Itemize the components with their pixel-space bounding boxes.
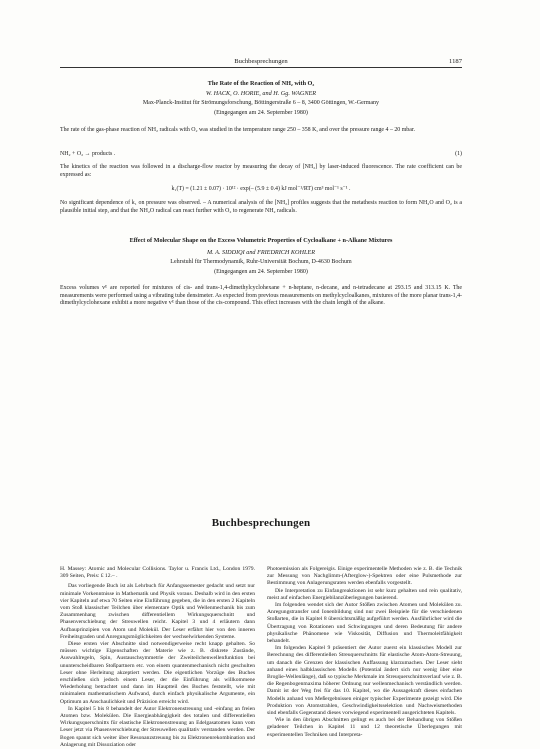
review-paragraph: Im folgenden Kapitel 9 präsentiert der Autor zuerst ein klassisches Modell zur Berechnung des differentiellen Streuquerschnitts für elastische Atom-Atom-Streuung, um danach die Grenzen der klassischen Auffassung klarzumachen. Der Leser sieht anhand eines halbklassischen Modells (Potential ändert sich nur wenig über eine Broglie-Wellenlänge), daß so typische Merkmale im Streuquerschnittsverlauf wie z. B. die Regenbogenmaxima höherer Ordnung nur wellenmechanisch verständlich werden. Damit ist der Weg frei für das 10. Kapitel, wo die Aussagekraft dieses einfachen Modells anhand von Meßergebnissen einiger typischer Experimente gezeigt wird. Die Produktion von Atomstrahlen, Geschwindigkeitsselektion und Nachweismethoden sind ebenfalls Gegenstand dieses vorwiegend experimentell ausgerichteten Kapitels. xyxy=(267,645,462,717)
article1-equation2: k₁(T) = (1.21 ± 0.07) · 10¹² · exp(– (5.9 ± 0.4) kJ mol⁻¹/RT) cm³ mol⁻¹ s⁻¹ . xyxy=(171,186,351,192)
article1-abstract-p2: The kinetics of the reaction was followed in a discharge-flow reactor by measuring the decay of [NH₂] by laser-induced fluorescence. The rate coefficient can be expressed as: xyxy=(60,164,462,178)
review-citation: H. Massey: Atomic and Molecular Collisions. Taylor u. Francis Ltd., London 1979. 309 Seiten, Preis: £ 12.– . xyxy=(60,566,255,580)
review-paragraph: Im folgenden wendet sich der Autor Stößen zwischen Atomen und Molekülen zu. Anregungstransfer und Ionenbildung sind nur zwei Beispiele für die verschiedenen Stoßarten, die in Kapitel 8 übersichtsmäßig aufgeführt werden. Ausführlicher wird die Übertragung von Rotationen und Schwingungen und deren Bedeutung für andere physikalische Phänomene wie Viskosität, Diffusion und Thermoleitfähigkeit behandelt. xyxy=(267,602,462,645)
running-header-title: Buchbesprechungen xyxy=(234,58,288,65)
review-paragraph: Die Interpretation zu Einfangreaktionen ist sehr kurz gehalten und rein qualitativ, meist auf einfachen Energiebilanzüberlegungen basierend. xyxy=(267,587,462,601)
article1-equation1 xyxy=(60,151,462,157)
article2-title: Effect of Molecular Shape on the Excess Volumetric Properties of Cycloalkane + n-Alkane Mixtures xyxy=(129,237,393,244)
article1-abstract-p1: The rate of the gas-phase reaction of NH₂ radicals with O₂ was studied in the temperature range 250 – 358 K, and over the pressure range 4 – 20 mbar. xyxy=(60,127,415,133)
equation1-number: (1) xyxy=(455,151,462,157)
review-paragraph: Photoemission als Folgereigis. Einige experimentelle Methoden wie z. B. die Technik zur Messung von Nachglimm-(Afterglow-)-Spektren oder eine Pulsmethode zur Bestimmung von Anlagerungsraten werden ebenfalls vorgestellt. xyxy=(267,566,462,587)
article1-abstract-p3: No significant dependence of k₁ on pressure was observed. – A numerical analysis of the [NH₂] profiles suggests that the metathesis reaction to form NH₂O and O₂ is a plausible initial step, and that the NH₂O radical can react further with O₂ to regenerate NH₂ radicals. xyxy=(60,200,462,214)
review-paragraph: Das vorliegende Buch ist als Lehrbuch für Anfangssemester gedacht und setzt nur minimale Vorkenntnisse in Mathematik und Physik voraus. Deshalb wird in den ersten vier Kapiteln auf etwa 70 Seiten eine Einführung gegeben, die in den ersten 2 Kapiteln vom Stoß klassischer Teilchen über elementare Optik und Wellenmechanik bis zum Zusammenhang zwischen differentiellem Wirkungsquerschnitt und Phasenverschiebung der Streuwellen reicht. Kapitel 3 und 4 erläutern dann Aufbauprinzipien von Atom und Molekül. Der Leser erfährt hier von den inneren Freiheitsgraden und Anregungsmöglichkeiten der wechselwirkenden Systeme. xyxy=(60,583,255,640)
article1-title: The Rate of the Reaction of NH₂ with O₂ xyxy=(207,80,315,87)
review-column-right xyxy=(267,566,462,739)
article1-affiliation: Max-Planck-Institut für Strömungsforschung, Böttingerstraße 6 – 8, 3400 Göttingen, W.-Germany xyxy=(142,100,380,106)
page-number: 1187 xyxy=(449,58,462,65)
article2-received: (Eingegangen am 24. September 1980) xyxy=(214,269,308,275)
section-heading: Buchbesprechungen xyxy=(211,517,311,529)
review-paragraph: In Kapitel 5 bis 8 behandelt der Autor Elektronenstreuung und -einfang an freien Atomen bzw. Molekülen. Die Energieabhängigkeit des totalen und differentiellen Wirkungsquerschnitts für elastische Elektronenstreuung an Edelgasatomen kann vom Leser jetzt via Phasenverschiebung der Streuwellen qualitativ verstanden werden. Der Bogen spannt sich weiter über Resonanzstreuung bis zu Elektronenrekombination und Anlagerung mit Dissoziation oder xyxy=(60,705,255,748)
review-paragraph: Diese ersten vier Abschnitte sind notwendigerweise recht knapp gehalten. So müssen wichtige Eigenschaften der Materie wie z. B. diskrete Zustände, Auswahlregeln, Spin, Austauschsymmetrie der Zweiteilchenwellenfunktion bei ununterscheidbaren Stoßpartnern etc. von einem quantenmechanisch nicht geschulten Leser ohne Herleitung akzeptiert werden. Die eigentlichen Vorzüge des Buches erschließen sich jedoch einem Leser, der die Einführung als willkommene Wiederholung betrachtet und dann im Hauptteil des Buches feststellt, wie mit minimalem mathematischem Aufwand, durch einfach physikalische Argumente, ein Optimum an Anschaulichkeit und Präzision erreicht wird. xyxy=(60,641,255,705)
header-rule xyxy=(60,67,462,68)
article1-received: (Eingegangen am 24. September 1980) xyxy=(214,110,308,116)
equation1-text: NH₂ + O₂ → products . xyxy=(60,151,116,157)
article1-authors: W. HACK, O. HORIE, and H. Gg. WAGNER xyxy=(205,90,317,97)
article2-authors: M. A. SIDDIQI and FRIEDRICH KOHLER xyxy=(207,249,315,256)
review-column-left xyxy=(60,566,255,749)
article2-abstract: Excess volumes vᴱ are reported for mixtures of cis- and trans-1,4-dimethylcyclohexane + n-heptane, n-decane, and n-tetradecane at 293.15 and 313.15 K. The measurements were performed using a vibrating tube densimeter. As expected from previous measurements on methylcycloalkanes, mixtures of the more planar trans-1,4-dimethylcyclohexane exhibit a more negative vᴱ than those of the cis-compound. This effect increases with the chain length of the alkane. xyxy=(60,285,462,307)
article2-affiliation: Lehrstuhl für Thermodynamik, Ruhr-Universität Bochum, D-4630 Bochum xyxy=(170,259,352,265)
review-paragraph: Wie in den übrigen Abschnitten gelingt es auch bei der Behandlung von Stößen geladener Teilchen in Kapitel 11 und 12 theoretische Überlegungen mit experimentellen Techniken und Interpreta- xyxy=(267,717,462,738)
